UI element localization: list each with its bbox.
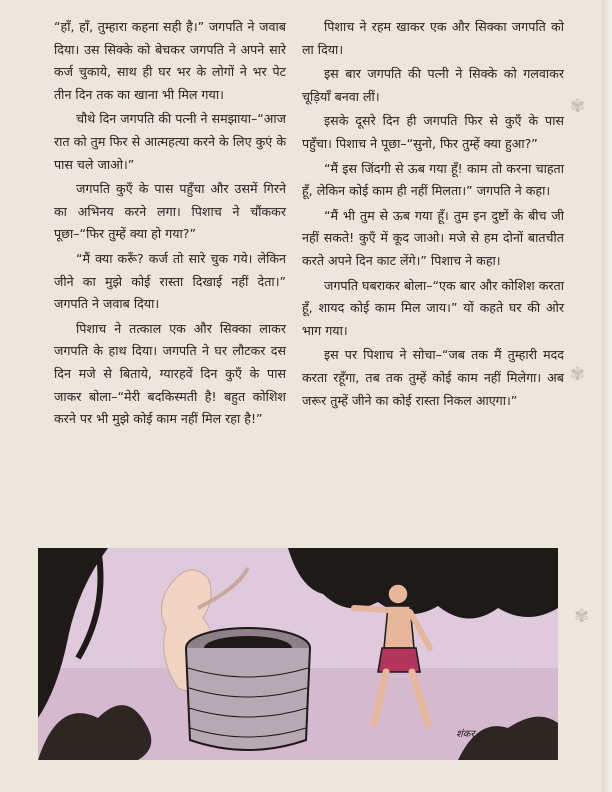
man-head [388, 584, 408, 604]
flower-ornament-icon: ✾ [574, 606, 590, 627]
tree-canopy [288, 548, 558, 619]
paragraph: जगपति घबराकर बोला–“एक बार और कोशिश करता हूँ, शायद कोई काम मिल जाय।” यों कहते घर की ओर भाग गया। [302, 277, 564, 338]
well-wall [186, 648, 310, 750]
story-illustration [38, 548, 558, 760]
paragraph: पिशाच ने रहम खाकर एक और सिक्का जगपति को ला दिया। [302, 19, 564, 57]
paragraph: “हाँ, हाँ, तुम्हारा कहना सही है।” जगपति ने जवाब दिया। उस सिक्के को बेचकर जगपति ने अपने सारे कर्ज चुकाये, साथ ही घर भर के लोगों ने भर पेट तीन दिन तक का खाना भी मिल गया। [54, 19, 286, 102]
man-arm [354, 608, 388, 610]
paragraph: चौथे दिन जगपति की पत्नी ने समझाया–“आज रात को तुम फिर से आत्महत्या करने के लिए कुएं के पास चले जाओ।” [54, 111, 286, 172]
paragraph: इस बार जगपति की पत्नी ने सिक्के को गलवाकर चूड़ियाँ बनवा लीं। [302, 66, 564, 104]
man-dhoti [378, 648, 420, 672]
paragraph: जगपति कुएँ के पास पहुँचा और उसमें गिरने का अभिनय करने लगा। पिशाच ने चौंककर पूछा–“फिर तुम्हें क्या हो गया?” [54, 181, 286, 242]
flower-ornament-icon: ✾ [570, 364, 586, 385]
paragraph: “मैं इस जिंदगी से ऊब गया हूँ! काम तो करना चाहता हूँ, लेकिन कोई काम ही नहीं मिलता।” जगपति ने कहा। [302, 160, 564, 199]
paragraph: “मैं क्या करूँ? कर्ज तो सारे चुक गये। लेकिन जीने का मुझे कोई रास्ता दिखाई नहीं देता।” जगपति ने जवाब दिया। [54, 250, 286, 312]
right-text-column [302, 16, 564, 414]
artist-signature: शंकर [456, 729, 475, 740]
well-scene-drawing [38, 548, 558, 760]
paragraph: इस पर पिशाच ने सोचा–“जब तक मैं तुम्हारी मदद करता रहूँगा, तब तक तुम्हें कोई काम नहीं मिलेगा। अब जरूर तुम्हें जीने का कोई रास्ता निकल आएगा।” [302, 347, 564, 408]
paragraph: “मैं भी तुम से ऊब गया हूँ। तुम इन दुष्टों के बीच जी नहीं सकते! कुएँ में कूद जाओ। मजे से हम दोनों बातचीत करते अपने दिन काट लेंगे।” पिशाच ने कहा। [302, 207, 564, 268]
paragraph: इसके दूसरे दिन ही जगपति फिर से कुएँ के पास पहुँचा। पिशाच ने पूछा–“सुनो, फिर तुम्हें क्या हुआ?” [302, 113, 564, 151]
paragraph: पिशाच ने तत्काल एक और सिक्का लाकर जगपति के हाथ दिया। जगपति ने घर लौटकर दस दिन मजे से बिताये, ग्यारहवें दिन कुएँ के पास जाकर बोला–“मेरी बदकिस्मती है! बहुत कोशिश करने पर भी मुझे कोई काम नहीं मिल रहा है!” [54, 320, 286, 427]
left-text-column [54, 16, 286, 433]
page-edge [602, 0, 612, 792]
flower-ornament-icon: ✾ [570, 96, 586, 117]
